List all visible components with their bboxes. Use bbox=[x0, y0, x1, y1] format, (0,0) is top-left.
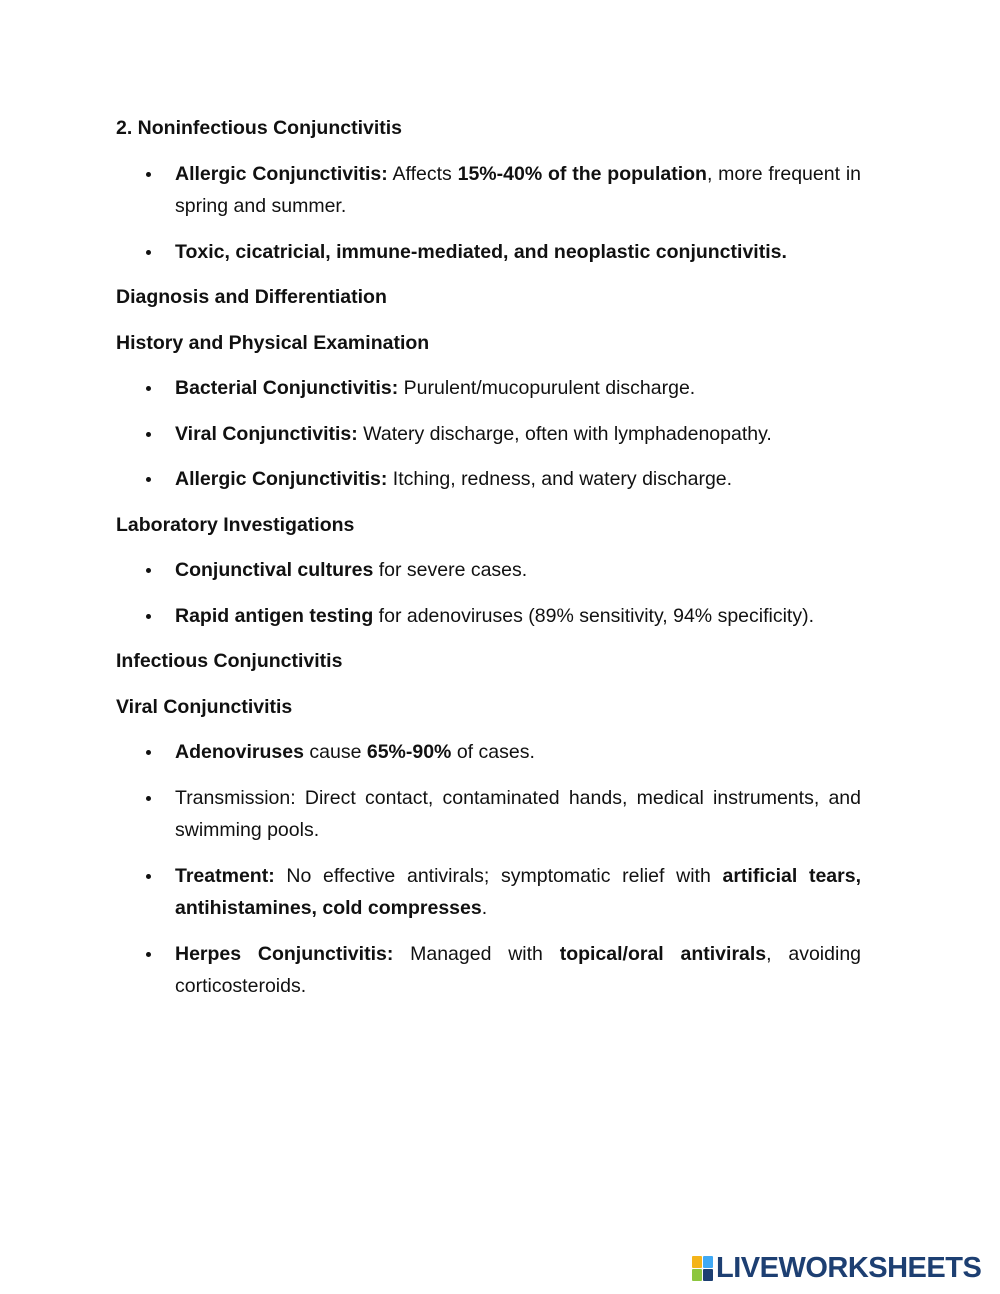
section-heading-diagnosis: Diagnosis and Differentiation bbox=[116, 286, 387, 308]
bullet-list-viral bbox=[116, 736, 861, 1003]
list-item: Allergic Conjunctivitis: Affects 15%-40% of the population, more frequent in spring and summer. bbox=[116, 158, 861, 223]
section-heading-laboratory: Laboratory Investigations bbox=[116, 513, 355, 536]
document-page bbox=[116, 112, 861, 1016]
list-item: Rapid antigen testing for adenoviruses (89% sensitivity, 94% specificity). bbox=[116, 600, 861, 633]
list-item: Conjunctival cultures for severe cases. bbox=[116, 554, 861, 587]
liveworksheets-blocks-icon bbox=[692, 1256, 712, 1280]
list-item: Treatment: No effective antivirals; symptomatic relief with artificial tears, antihistamines, cold compresses. bbox=[116, 860, 861, 925]
bullet-list-history bbox=[116, 372, 861, 496]
list-item: Bacterial Conjunctivitis: Purulent/mucopurulent discharge. bbox=[116, 372, 861, 405]
section-heading-history: History and Physical Examination bbox=[116, 331, 430, 354]
bullet-list-laboratory bbox=[116, 554, 861, 632]
list-item: Allergic Conjunctivitis: Itching, redness, and watery discharge. bbox=[116, 463, 861, 496]
liveworksheets-logo[interactable] bbox=[692, 1252, 981, 1284]
list-item: Toxic, cicatricial, immune-mediated, and neoplastic conjunctivitis. bbox=[116, 236, 861, 269]
list-item: Herpes Conjunctivitis: Managed with topical/oral antivirals, avoiding corticosteroids. bbox=[116, 938, 861, 1003]
list-item: Transmission: Direct contact, contaminated hands, medical instruments, and swimming pools. bbox=[116, 782, 861, 847]
section-heading-infectious: Infectious Conjunctivitis bbox=[116, 650, 343, 672]
section-heading-noninfectious: 2. Noninfectious Conjunctivitis bbox=[116, 117, 403, 139]
bullet-list-noninfectious bbox=[116, 158, 861, 269]
list-item: Viral Conjunctivitis: Watery discharge, often with lymphadenopathy. bbox=[116, 418, 861, 451]
list-item: Adenoviruses cause 65%-90% of cases. bbox=[116, 736, 861, 769]
section-heading-viral: Viral Conjunctivitis bbox=[116, 695, 293, 718]
logo-text: LIVEWORKSHEETS bbox=[716, 1251, 982, 1284]
